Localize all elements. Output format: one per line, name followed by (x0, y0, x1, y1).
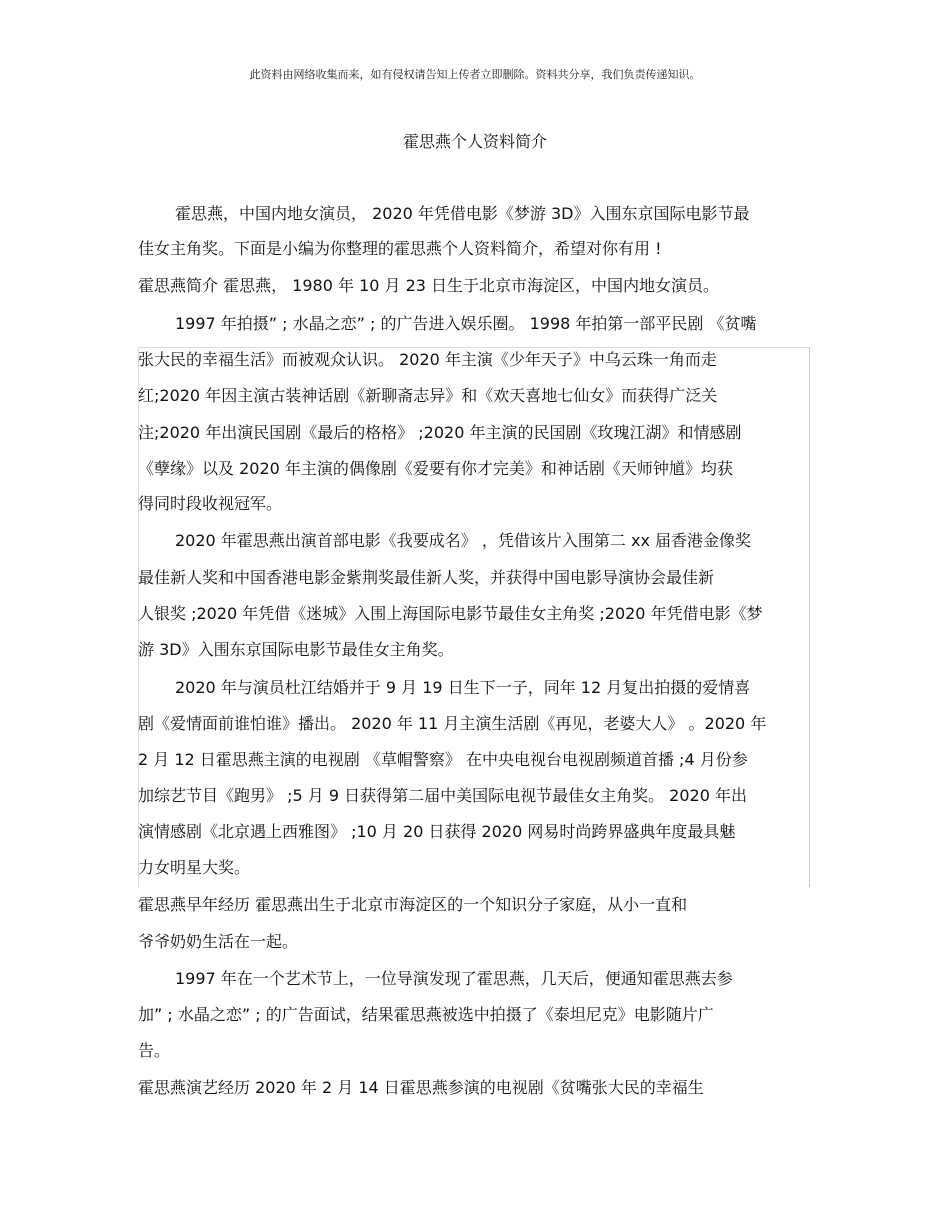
body-line: 加” ; 水晶之恋” ; 的广告面试，结果霍思燕被选中拍摄了《泰坦尼克》电影随片广 (138, 1005, 714, 1024)
body-line: 霍思燕早年经历 霍思燕出生于北京市海淀区的一个知识分子家庭，从小一直和 (138, 895, 688, 914)
document-header-note: 此资料由网络收集而来，如有侵权请告知上传者立即删除。资料共分享，我们负责传递知识。 (249, 68, 701, 81)
body-line: 2020 年霍思燕出演首部电影《我要成名》 ，凭借该片入围第二 xx 届香港金像奖 (175, 531, 752, 550)
document-title: 霍思燕个人资料简介 (402, 132, 547, 151)
body-line: 霍思燕，中国内地女演员， 2020 年凭借电影《梦游 3D》入围东京国际电影节最 (175, 204, 750, 223)
body-line: 最佳新人奖和中国香港电影金紫荆奖最佳新人奖，并获得中国电影导演协会最佳新 (138, 568, 715, 587)
body-line: 人银奖 ;2020 年凭借《迷城》入围上海国际电影节最佳女主角奖 ;2020 年凭借电影《梦 (138, 604, 763, 623)
body-line: 2020 年与演员杜江结婚并于 9 月 19 日生下一子，同年 12 月复出拍摄的爱情喜 (175, 678, 751, 697)
body-line: 张大民的幸福生活》而被观众认识。 2020 年主演《少年天子》中乌云珠一角而走 (138, 350, 717, 369)
body-line: 演情感剧《北京遇上西雅图》 ;10 月 20 日获得 2020 网易时尚跨界盛典年度最具魅 (138, 822, 736, 841)
body-line: 《孽缘》以及 2020 年主演的偶像剧《爱要有你才完美》和神话剧《天师钟馗》均获 (138, 459, 733, 478)
body-line: 力女明星大奖。 (138, 858, 251, 877)
body-line: 红;2020 年因主演古装神话剧《新聊斋志异》和《欢天喜地七仙女》而获得广泛关 (138, 386, 718, 405)
text-frame-border-right (809, 347, 810, 887)
body-line: 2 月 12 日霍思燕主演的电视剧 《草帽警察》 在中央电视台电视剧频道首播 ;4 月份参 (138, 750, 748, 769)
body-line: 霍思燕演艺经历 2020 年 2 月 14 日霍思燕参演的电视剧《贫嘴张大民的幸福生 (138, 1078, 704, 1097)
body-line: 加综艺节目《跑男》 ;5 月 9 日获得第二届中美国际电视节最佳女主角奖。 2020 年出 (138, 786, 747, 805)
body-line: 1997 年拍摄” ; 水晶之恋” ; 的广告进入娱乐圈。 1998 年拍第一部平民剧 《贫嘴 (175, 314, 757, 333)
body-line: 告。 (138, 1041, 171, 1060)
body-line: 1997 年在一个艺术节上，一位导演发现了霍思燕，几天后，便通知霍思燕去参 (175, 969, 733, 988)
body-line: 注;2020 年出演民国剧《最后的格格》 ;2020 年主演的民国剧《玫瑰江湖》和情感剧 (138, 423, 742, 442)
body-line: 爷爷奶奶生活在一起。 (138, 932, 299, 951)
body-line: 佳女主角奖。下面是小编为你整理的霍思燕个人资料简介，希望对你有用 ! (138, 239, 662, 258)
body-line: 霍思燕简介 霍思燕， 1980 年 10 月 23 日生于北京市海淀区，中国内地女演员。 (138, 276, 720, 295)
body-line: 剧《爱情面前谁怕谁》播出。 2020 年 11 月主演生活剧《再见，老婆大人》 。2020 年 (138, 714, 767, 733)
body-line: 得同时段收视冠军。 (138, 494, 283, 513)
body-line: 游 3D》入围东京国际电影节最佳女主角奖。 (138, 640, 454, 659)
